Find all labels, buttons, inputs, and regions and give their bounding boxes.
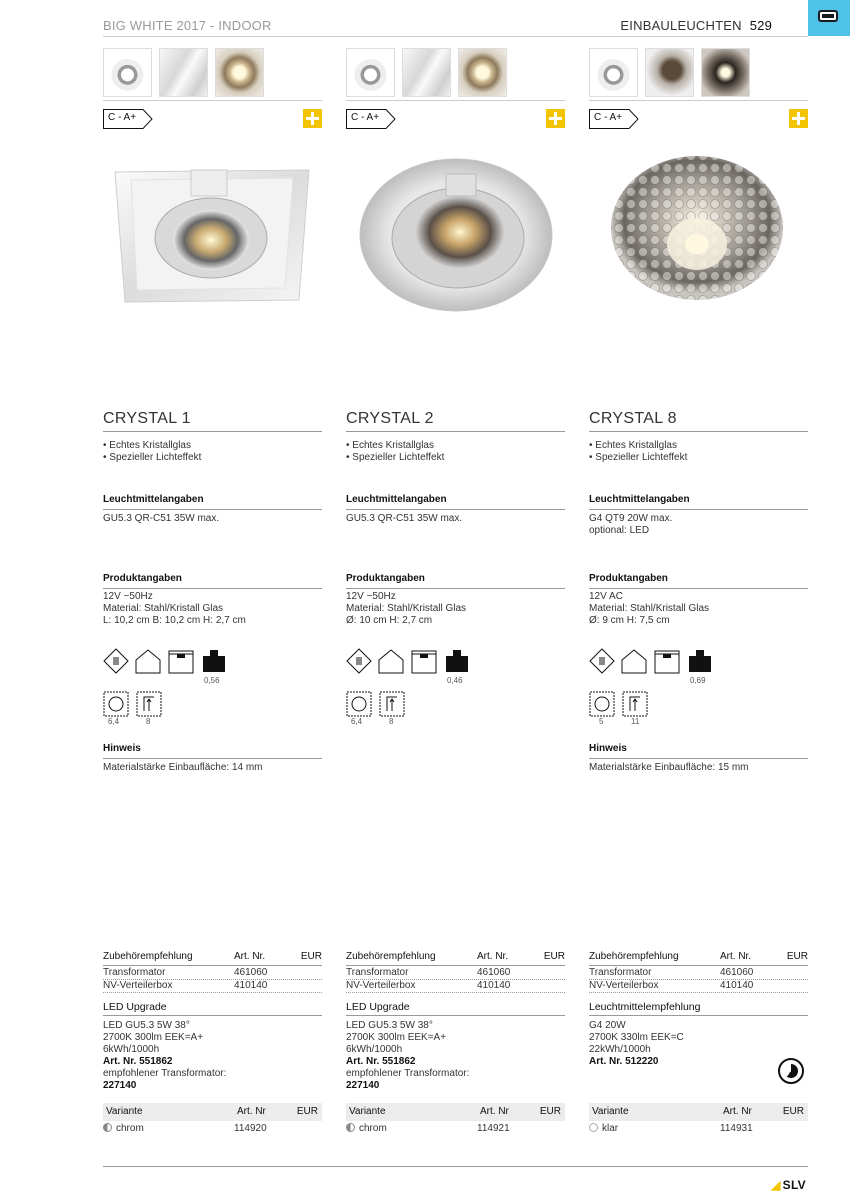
protection-class-icon bbox=[346, 648, 372, 674]
energy-class-badge bbox=[103, 109, 153, 129]
catalog-section-title: BIG WHITE 2017 - INDOOR bbox=[103, 18, 272, 33]
variant-header bbox=[103, 1103, 322, 1121]
depth-value: 8 bbox=[146, 717, 151, 726]
thumbnail-glass[interactable] bbox=[159, 48, 208, 97]
product-photo bbox=[103, 150, 322, 320]
variant-row[interactable] bbox=[346, 1121, 565, 1135]
thumbnail-lit[interactable] bbox=[215, 48, 264, 97]
product-info-line: Ø: 9 cm H: 7,5 cm bbox=[589, 615, 670, 626]
product-info-line: 12V ~50Hz bbox=[346, 591, 396, 602]
variant-eur-header: EUR bbox=[782, 1106, 804, 1117]
product-info-line: Material: Stahl/Kristall Glas bbox=[589, 603, 710, 614]
upgrade-line: 6kWh/1000h bbox=[103, 1044, 160, 1055]
upgrade-line: LED GU5.3 5W 38° bbox=[346, 1020, 433, 1031]
accessory-art: 461060 bbox=[477, 967, 511, 978]
symbol-row bbox=[103, 648, 322, 685]
variant-art: 114921 bbox=[477, 1123, 510, 1134]
product-info-line: Material: Stahl/Kristall Glas bbox=[346, 603, 467, 614]
variant-eur-header: EUR bbox=[296, 1106, 318, 1117]
lamp-info: GU5.3 QR-C51 35W max. bbox=[103, 513, 220, 524]
lamp-heading: Leuchtmittelangaben bbox=[589, 494, 690, 505]
product-column-crystal-8 bbox=[589, 0, 808, 1202]
led-compatible-icon bbox=[789, 109, 808, 128]
thumbnail-lit[interactable] bbox=[458, 48, 507, 97]
table-divider bbox=[346, 965, 565, 966]
weight-value: 0,46 bbox=[447, 676, 463, 685]
installation-depth-icon bbox=[136, 691, 162, 717]
thumbnail-divider bbox=[346, 100, 565, 101]
feature-item: • Echtes Kristallglas bbox=[103, 440, 191, 451]
feature-item: • Spezieller Lichteffekt bbox=[589, 452, 688, 463]
accessory-art-header: Art. Nr. bbox=[720, 951, 752, 962]
note-text: Materialstärke Einbaufläche: 14 mm bbox=[103, 762, 263, 773]
feature-item: • Echtes Kristallglas bbox=[589, 440, 677, 451]
product-info-heading: Produktangaben bbox=[103, 573, 182, 584]
upgrade-article: Art. Nr. 551862 bbox=[346, 1056, 416, 1067]
product-info-line: Material: Stahl/Kristall Glas bbox=[103, 603, 224, 614]
lamp-info: GU5.3 QR-C51 35W max. bbox=[346, 513, 463, 524]
weight-icon bbox=[201, 648, 227, 674]
variant-name: chrom bbox=[116, 1123, 144, 1134]
brand-name: SLV bbox=[782, 1178, 806, 1192]
protection-class-icon bbox=[589, 648, 615, 674]
product-title: CRYSTAL 2 bbox=[346, 410, 434, 427]
variant-heading: Variante bbox=[106, 1106, 143, 1117]
thumbnail-lit[interactable] bbox=[701, 48, 750, 97]
recommendation-line: 22kWh/1000h bbox=[589, 1044, 651, 1055]
accessory-header bbox=[346, 951, 565, 964]
clear-swatch-icon bbox=[589, 1123, 598, 1132]
feature-item: • Spezieller Lichteffekt bbox=[346, 452, 445, 463]
upgrade-extra-article: 227140 bbox=[346, 1080, 380, 1091]
symbol-row bbox=[589, 648, 808, 685]
note-heading: Hinweis bbox=[589, 743, 627, 754]
upgrade-extra-article: 227140 bbox=[103, 1080, 137, 1091]
cutout-value: 6,4 bbox=[108, 717, 120, 726]
accessory-row bbox=[589, 980, 808, 992]
title-divider bbox=[346, 431, 565, 432]
variant-art-header: Art. Nr bbox=[480, 1106, 509, 1117]
product-title: CRYSTAL 8 bbox=[589, 410, 677, 427]
accessory-row bbox=[103, 980, 322, 992]
accessory-art: 461060 bbox=[720, 967, 754, 978]
product-info-heading: Produktangaben bbox=[346, 573, 425, 584]
accessory-art: 410140 bbox=[234, 980, 268, 991]
section-divider bbox=[346, 509, 565, 510]
lamp-info: optional: LED bbox=[589, 525, 650, 536]
lamp-heading: Leuchtmittelangaben bbox=[103, 494, 204, 505]
thumbnail-strip bbox=[346, 48, 507, 97]
accessory-art: 410140 bbox=[720, 980, 754, 991]
dimmable-icon bbox=[778, 1058, 804, 1084]
cutout-diameter-icon bbox=[346, 691, 372, 717]
variant-eur-header: EUR bbox=[539, 1106, 561, 1117]
cutout-value: 6,4 bbox=[351, 717, 363, 726]
recommendation-article: Art. Nr. 512220 bbox=[589, 1056, 659, 1067]
thumbnail-fixture[interactable] bbox=[103, 48, 152, 97]
accessory-row bbox=[103, 967, 322, 979]
led-compatible-icon bbox=[546, 109, 565, 128]
category-tab[interactable] bbox=[808, 0, 850, 36]
section-divider bbox=[103, 1015, 322, 1016]
weight-icon bbox=[444, 648, 470, 674]
upgrade-extra: empfohlener Transformator: bbox=[103, 1068, 227, 1079]
variant-heading: Variante bbox=[592, 1106, 629, 1117]
accessory-eur-header: EUR bbox=[543, 951, 565, 962]
recessed-mount-icon bbox=[654, 648, 680, 674]
thumbnail-strip bbox=[589, 48, 750, 97]
category-label: EINBAULEUCHTEN bbox=[620, 18, 742, 33]
section-divider bbox=[103, 509, 322, 510]
recessed-light-icon bbox=[818, 10, 838, 22]
lamp-recommendation-heading: Leuchtmittelempfehlung bbox=[589, 1001, 701, 1013]
variant-header bbox=[589, 1103, 808, 1121]
chrome-swatch-icon bbox=[346, 1123, 355, 1132]
accessory-row bbox=[346, 980, 565, 992]
accessory-header bbox=[589, 951, 808, 964]
accessory-heading: Zubehörempfehlung bbox=[589, 951, 679, 962]
note-heading: Hinweis bbox=[103, 743, 141, 754]
accessory-art: 410140 bbox=[477, 980, 511, 991]
energy-class-label: C - A+ bbox=[351, 112, 380, 123]
recessed-mount-icon bbox=[411, 648, 437, 674]
feature-item: • Spezieller Lichteffekt bbox=[103, 452, 202, 463]
accessory-name: Transformator bbox=[589, 967, 652, 978]
row-divider bbox=[103, 992, 322, 993]
accessory-eur-header: EUR bbox=[786, 951, 808, 962]
protection-class-icon bbox=[103, 648, 129, 674]
accessory-header bbox=[103, 951, 322, 964]
title-divider bbox=[103, 431, 322, 432]
ceiling-mount-icon bbox=[378, 648, 404, 674]
energy-class-badge bbox=[589, 109, 639, 129]
product-info-line: L: 10,2 cm B: 10,2 cm H: 2,7 cm bbox=[103, 615, 246, 626]
accessory-name: Transformator bbox=[103, 967, 166, 978]
thumbnail-divider bbox=[103, 100, 322, 101]
thumbnail-fixture[interactable] bbox=[346, 48, 395, 97]
table-divider bbox=[103, 965, 322, 966]
installation-depth-icon bbox=[622, 691, 648, 717]
energy-class-label: C - A+ bbox=[108, 112, 137, 123]
feature-item: • Echtes Kristallglas bbox=[346, 440, 434, 451]
weight-value: 0,56 bbox=[204, 676, 220, 685]
product-column-crystal-1 bbox=[103, 0, 322, 1202]
cutout-value: 5 bbox=[599, 717, 604, 726]
recommendation-line: 2700K 330lm EEK=C bbox=[589, 1032, 684, 1043]
logo-mark-icon: ◢ bbox=[771, 1178, 781, 1192]
lamp-info: G4 QT9 20W max. bbox=[589, 513, 673, 524]
section-divider bbox=[346, 588, 565, 589]
upgrade-line: 2700K 300lm EEK=A+ bbox=[346, 1032, 447, 1043]
product-column-crystal-2 bbox=[346, 0, 565, 1202]
accessory-art-header: Art. Nr. bbox=[234, 951, 266, 962]
product-photo bbox=[346, 150, 565, 320]
upgrade-line: 6kWh/1000h bbox=[346, 1044, 403, 1055]
accessory-name: NV-Verteilerbox bbox=[103, 980, 173, 991]
page-number: 529 bbox=[749, 18, 772, 33]
section-divider bbox=[589, 1015, 808, 1016]
section-divider bbox=[589, 509, 808, 510]
accessory-row bbox=[589, 967, 808, 979]
upgrade-article: Art. Nr. 551862 bbox=[103, 1056, 173, 1067]
table-divider bbox=[589, 965, 808, 966]
chrome-swatch-icon bbox=[103, 1123, 112, 1132]
variant-art: 114920 bbox=[234, 1123, 267, 1134]
accessory-art: 461060 bbox=[234, 967, 268, 978]
thumbnail-glass[interactable] bbox=[645, 48, 694, 97]
product-title: CRYSTAL 1 bbox=[103, 410, 191, 427]
variant-heading: Variante bbox=[349, 1106, 386, 1117]
row-divider bbox=[589, 992, 808, 993]
variant-art-header: Art. Nr bbox=[237, 1106, 266, 1117]
variant-header bbox=[346, 1103, 565, 1121]
weight-icon bbox=[687, 648, 713, 674]
accessory-name: Transformator bbox=[346, 967, 409, 978]
variant-row[interactable] bbox=[103, 1121, 322, 1135]
cutout-diameter-icon bbox=[589, 691, 615, 717]
variant-name: klar bbox=[602, 1123, 619, 1134]
upgrade-line: 2700K 300lm EEK=A+ bbox=[103, 1032, 204, 1043]
product-photo bbox=[589, 150, 808, 320]
weight-value: 0,69 bbox=[690, 676, 706, 685]
accessory-name: NV-Verteilerbox bbox=[346, 980, 416, 991]
section-divider bbox=[589, 758, 808, 759]
section-divider bbox=[103, 588, 322, 589]
note-text: Materialstärke Einbaufläche: 15 mm bbox=[589, 762, 749, 773]
thumbnail-fixture[interactable] bbox=[589, 48, 638, 97]
upgrade-line: LED GU5.3 5W 38° bbox=[103, 1020, 190, 1031]
variant-art: 114931 bbox=[720, 1123, 753, 1134]
depth-value: 8 bbox=[389, 717, 394, 726]
product-info-line: 12V ~50Hz bbox=[103, 591, 153, 602]
section-divider bbox=[103, 758, 322, 759]
ceiling-mount-icon bbox=[621, 648, 647, 674]
product-info-line: Ø: 10 cm H: 2,7 cm bbox=[346, 615, 433, 626]
recommendation-line: G4 20W bbox=[589, 1020, 626, 1031]
accessory-name: NV-Verteilerbox bbox=[589, 980, 659, 991]
symbol-row bbox=[346, 648, 565, 685]
variant-name: chrom bbox=[359, 1123, 387, 1134]
upgrade-extra: empfohlener Transformator: bbox=[346, 1068, 470, 1079]
title-divider bbox=[589, 431, 808, 432]
led-compatible-icon bbox=[303, 109, 322, 128]
accessory-row bbox=[346, 967, 565, 979]
variant-row[interactable] bbox=[589, 1121, 808, 1135]
thumbnail-strip bbox=[103, 48, 264, 97]
accessory-heading: Zubehörempfehlung bbox=[103, 951, 193, 962]
row-divider bbox=[346, 992, 565, 993]
upgrade-heading: LED Upgrade bbox=[103, 1001, 167, 1013]
accessory-eur-header: EUR bbox=[300, 951, 322, 962]
variant-art-header: Art. Nr bbox=[723, 1106, 752, 1117]
section-divider bbox=[589, 588, 808, 589]
depth-value: 11 bbox=[631, 717, 640, 726]
thumbnail-glass[interactable] bbox=[402, 48, 451, 97]
footer-divider bbox=[103, 1166, 808, 1167]
thumbnail-divider bbox=[589, 100, 808, 101]
upgrade-heading: LED Upgrade bbox=[346, 1001, 410, 1013]
energy-class-label: C - A+ bbox=[594, 112, 623, 123]
recessed-mount-icon bbox=[168, 648, 194, 674]
accessory-heading: Zubehörempfehlung bbox=[346, 951, 436, 962]
ceiling-mount-icon bbox=[135, 648, 161, 674]
section-divider bbox=[346, 1015, 565, 1016]
product-info-heading: Produktangaben bbox=[589, 573, 668, 584]
installation-depth-icon bbox=[379, 691, 405, 717]
accessory-art-header: Art. Nr. bbox=[477, 951, 509, 962]
cutout-diameter-icon bbox=[103, 691, 129, 717]
energy-class-badge bbox=[346, 109, 396, 129]
product-info-line: 12V AC bbox=[589, 591, 623, 602]
lamp-heading: Leuchtmittelangaben bbox=[346, 494, 447, 505]
brand-logo[interactable] bbox=[771, 1178, 806, 1192]
